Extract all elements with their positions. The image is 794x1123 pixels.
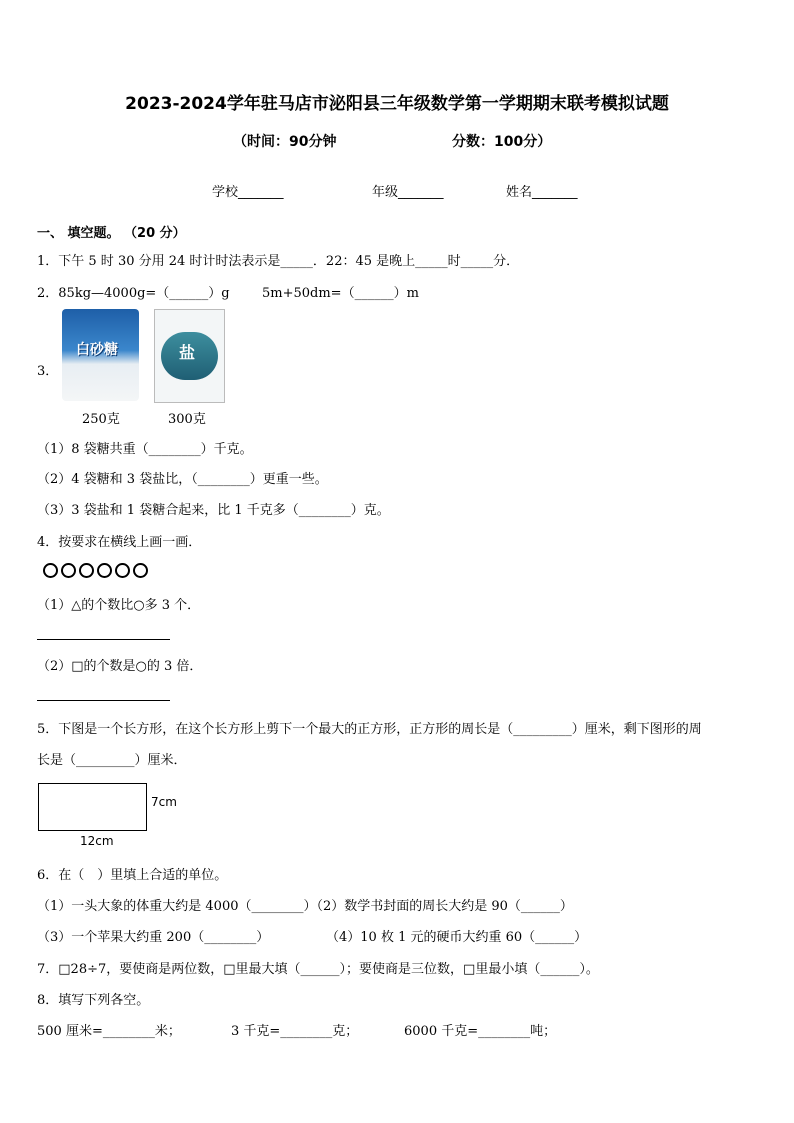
grade-field: 年级_______ bbox=[372, 185, 444, 200]
question-8: 8．填写下列各空。 bbox=[37, 993, 150, 1008]
question-4: 4．按要求在横线上画一画． bbox=[37, 535, 202, 550]
question-2a: 2．85kg—4000g=（______）g bbox=[37, 286, 230, 301]
sugar-weight: 250克 bbox=[82, 412, 120, 427]
school-field: 学校_______ bbox=[212, 185, 284, 200]
rectangle-width-label: 12cm bbox=[80, 834, 114, 848]
question-6-row-2b: （4）10 枚 1 元的硬币大约重 60（______） bbox=[326, 930, 588, 945]
question-4-2: （2）□的个数是○的 3 倍． bbox=[37, 659, 203, 674]
question-7: 7．□28÷7，要使商是两位数，□里最大填（______）；要使商是三位数，□里最小填（______）。 bbox=[37, 962, 599, 977]
salt-bag-image bbox=[154, 309, 225, 403]
question-5-line-1: 5．下图是一个长方形，在这个长方形上剪下一个最大的正方形，正方形的周长是（_________）厘米，剩下图形的周 bbox=[37, 722, 702, 737]
circle-shape bbox=[97, 563, 112, 578]
question-3-3: （3）3 袋盐和 1 袋糖合起来，比 1 千克多（________）克。 bbox=[37, 503, 390, 518]
question-8-c: 6000 千克=________吨； bbox=[404, 1024, 557, 1039]
question-6-row-2a: （3）一个苹果大约重 200（________） bbox=[37, 930, 270, 945]
question-8-b: 3 千克=________克； bbox=[231, 1024, 359, 1039]
exam-score: 分数：100分） bbox=[452, 134, 552, 150]
question-6: 6．在（ ）里填上合适的单位。 bbox=[37, 868, 228, 883]
sugar-bag-image bbox=[62, 309, 139, 401]
question-5-line-2: 长是（_________）厘米． bbox=[37, 753, 187, 768]
question-3-1: （1）8 袋糖共重（________）千克。 bbox=[37, 442, 253, 457]
question-3-number: 3． bbox=[37, 364, 59, 379]
circle-shape bbox=[79, 563, 94, 578]
rectangle-height-label: 7cm bbox=[151, 795, 177, 809]
answer-line-4-2 bbox=[37, 700, 170, 701]
name-field: 姓名_______ bbox=[506, 185, 578, 200]
question-3-2: （2）4 袋糖和 3 袋盐比，（________）更重一些。 bbox=[37, 472, 328, 487]
question-4-1: （1）△的个数比○多 3 个． bbox=[37, 598, 201, 613]
page-title: 2023-2024学年驻马店市泌阳县三年级数学第一学期期末联考模拟试题 bbox=[125, 94, 669, 114]
circle-shape bbox=[61, 563, 76, 578]
salt-weight: 300克 bbox=[168, 412, 206, 427]
rectangle-figure bbox=[38, 783, 147, 831]
question-8-a: 500 厘米=________米； bbox=[37, 1024, 181, 1039]
answer-line-4-1 bbox=[37, 639, 170, 640]
sugar-bag-label: 白砂糖 bbox=[76, 342, 118, 358]
exam-time: （时间：90分钟 bbox=[233, 134, 337, 150]
circle-row bbox=[43, 560, 151, 579]
salt-bag-label: 盐 bbox=[179, 343, 196, 362]
section-heading: 一、 填空题。 （20 分） bbox=[37, 226, 186, 241]
circle-shape bbox=[43, 563, 58, 578]
circle-shape bbox=[133, 563, 148, 578]
question-6-row-1: （1）一头大象的体重大约是 4000（________）（2）数学书封面的周长大约是 90（______） bbox=[37, 899, 573, 914]
circle-shape bbox=[115, 563, 130, 578]
question-1: 1．下午 5 时 30 分用 24 时计时法表示是_____．22：45 是晚上_____时_____分． bbox=[37, 254, 520, 269]
question-2b: 5m+50dm=（______）m bbox=[262, 286, 419, 301]
